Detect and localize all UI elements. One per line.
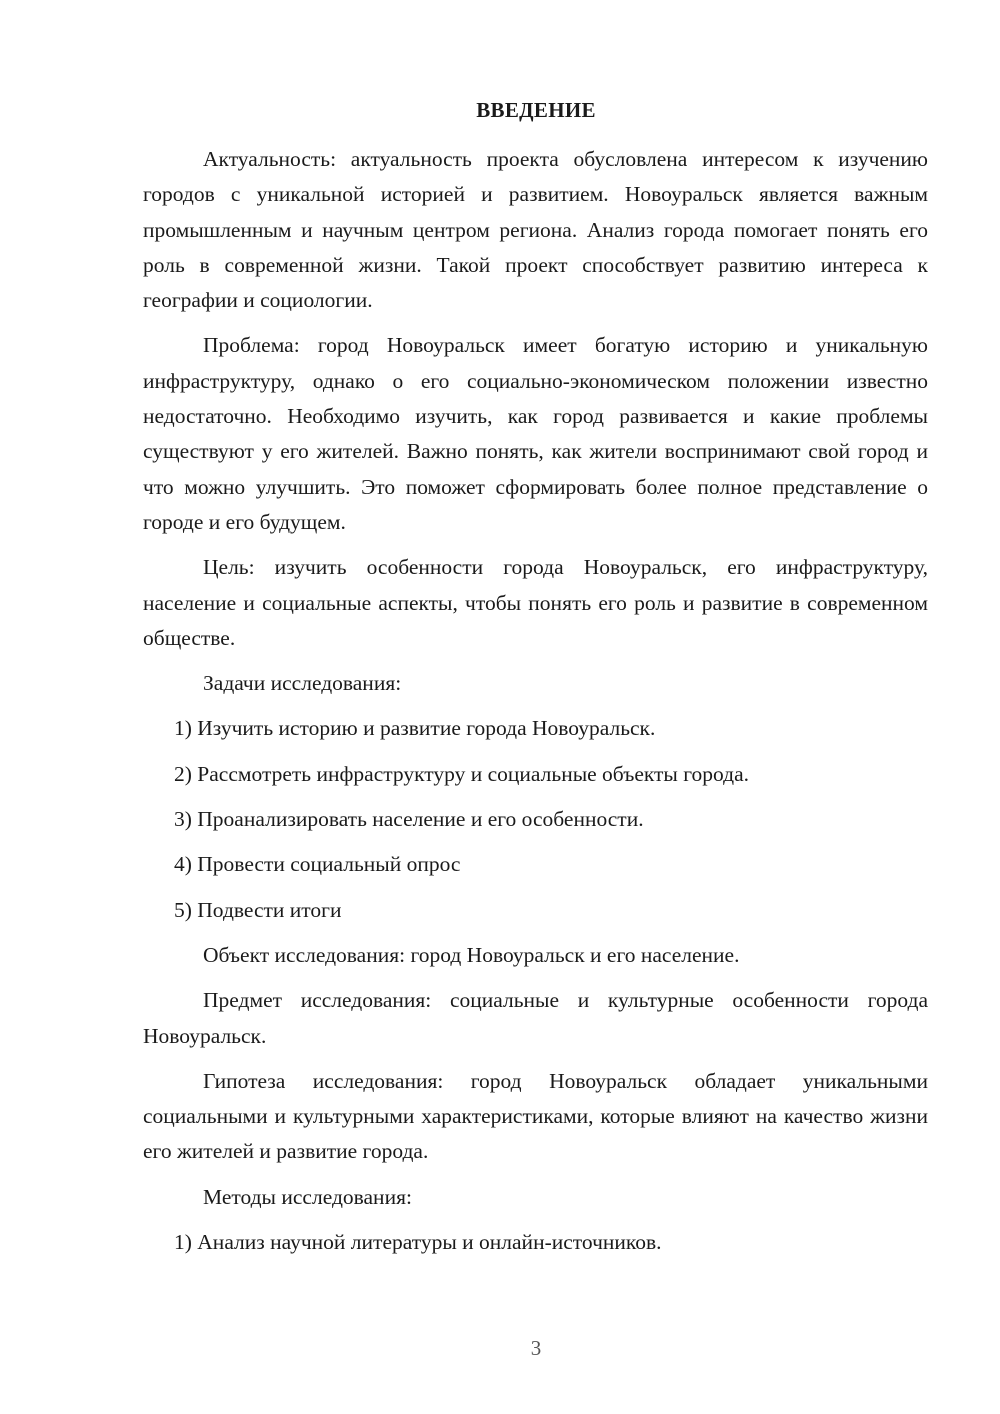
method-item-1: 1) Анализ научной литературы и онлайн-источников. xyxy=(174,1230,662,1255)
goal-paragraph: Цель: изучить особенности города Новоуральск, его инфраструктуру, население и социальные аспекты, чтобы понять его роль и развитие в современном обществе. xyxy=(143,555,928,650)
task-item-4: 4) Провести социальный опрос xyxy=(174,852,461,877)
task-item-2: 2) Рассмотреть инфраструктуру и социальные объекты города. xyxy=(174,761,750,786)
relevance-paragraph: Актуальность: актуальность проекта обусловлена интересом к изучению городов с уникальной историей и развитием. Новоуральск является важным промышленным и научным центром региона. Анализ города помогает понять его роль в современной жизни. Такой проект способствует развитию интереса к географии и социологии. xyxy=(143,147,928,313)
hypothesis-paragraph: Гипотеза исследования: город Новоуральск обладает уникальными социальными и культурными характеристиками, которые влияют на качество жизни его жителей и развитие города. xyxy=(143,1068,928,1164)
object-paragraph: Объект исследования: город Новоуральск и его население. xyxy=(203,942,740,967)
document-body xyxy=(143,142,928,1260)
methods-title: Методы исследования: xyxy=(203,1184,412,1209)
task-item-1: 1) Изучить историю и развитие города Новоуральск. xyxy=(174,716,656,741)
tasks-title: Задачи исследования: xyxy=(203,671,402,696)
problem-paragraph: Проблема: город Новоуральск имеет богатую историю и уникальную инфраструктуру, однако о его социально-экономическом положении известно недостаточно. Необходимо изучить, как город развивается и какие проблемы существуют у его жителей. Важно понять, как жители воспринимают свой город и что можно улучшить. Это поможет сформировать более полное представление о городе и его будущем. xyxy=(143,333,928,534)
subject-paragraph: Предмет исследования: социальные и культурные особенности города Новоуральск. xyxy=(143,988,928,1048)
page-number: 3 xyxy=(530,1336,542,1360)
task-item-3: 3) Проанализировать население и его особенности. xyxy=(174,807,644,832)
section-heading: ВВЕДЕНИЕ xyxy=(476,98,596,122)
task-item-5: 5) Подвести итоги xyxy=(174,897,342,922)
